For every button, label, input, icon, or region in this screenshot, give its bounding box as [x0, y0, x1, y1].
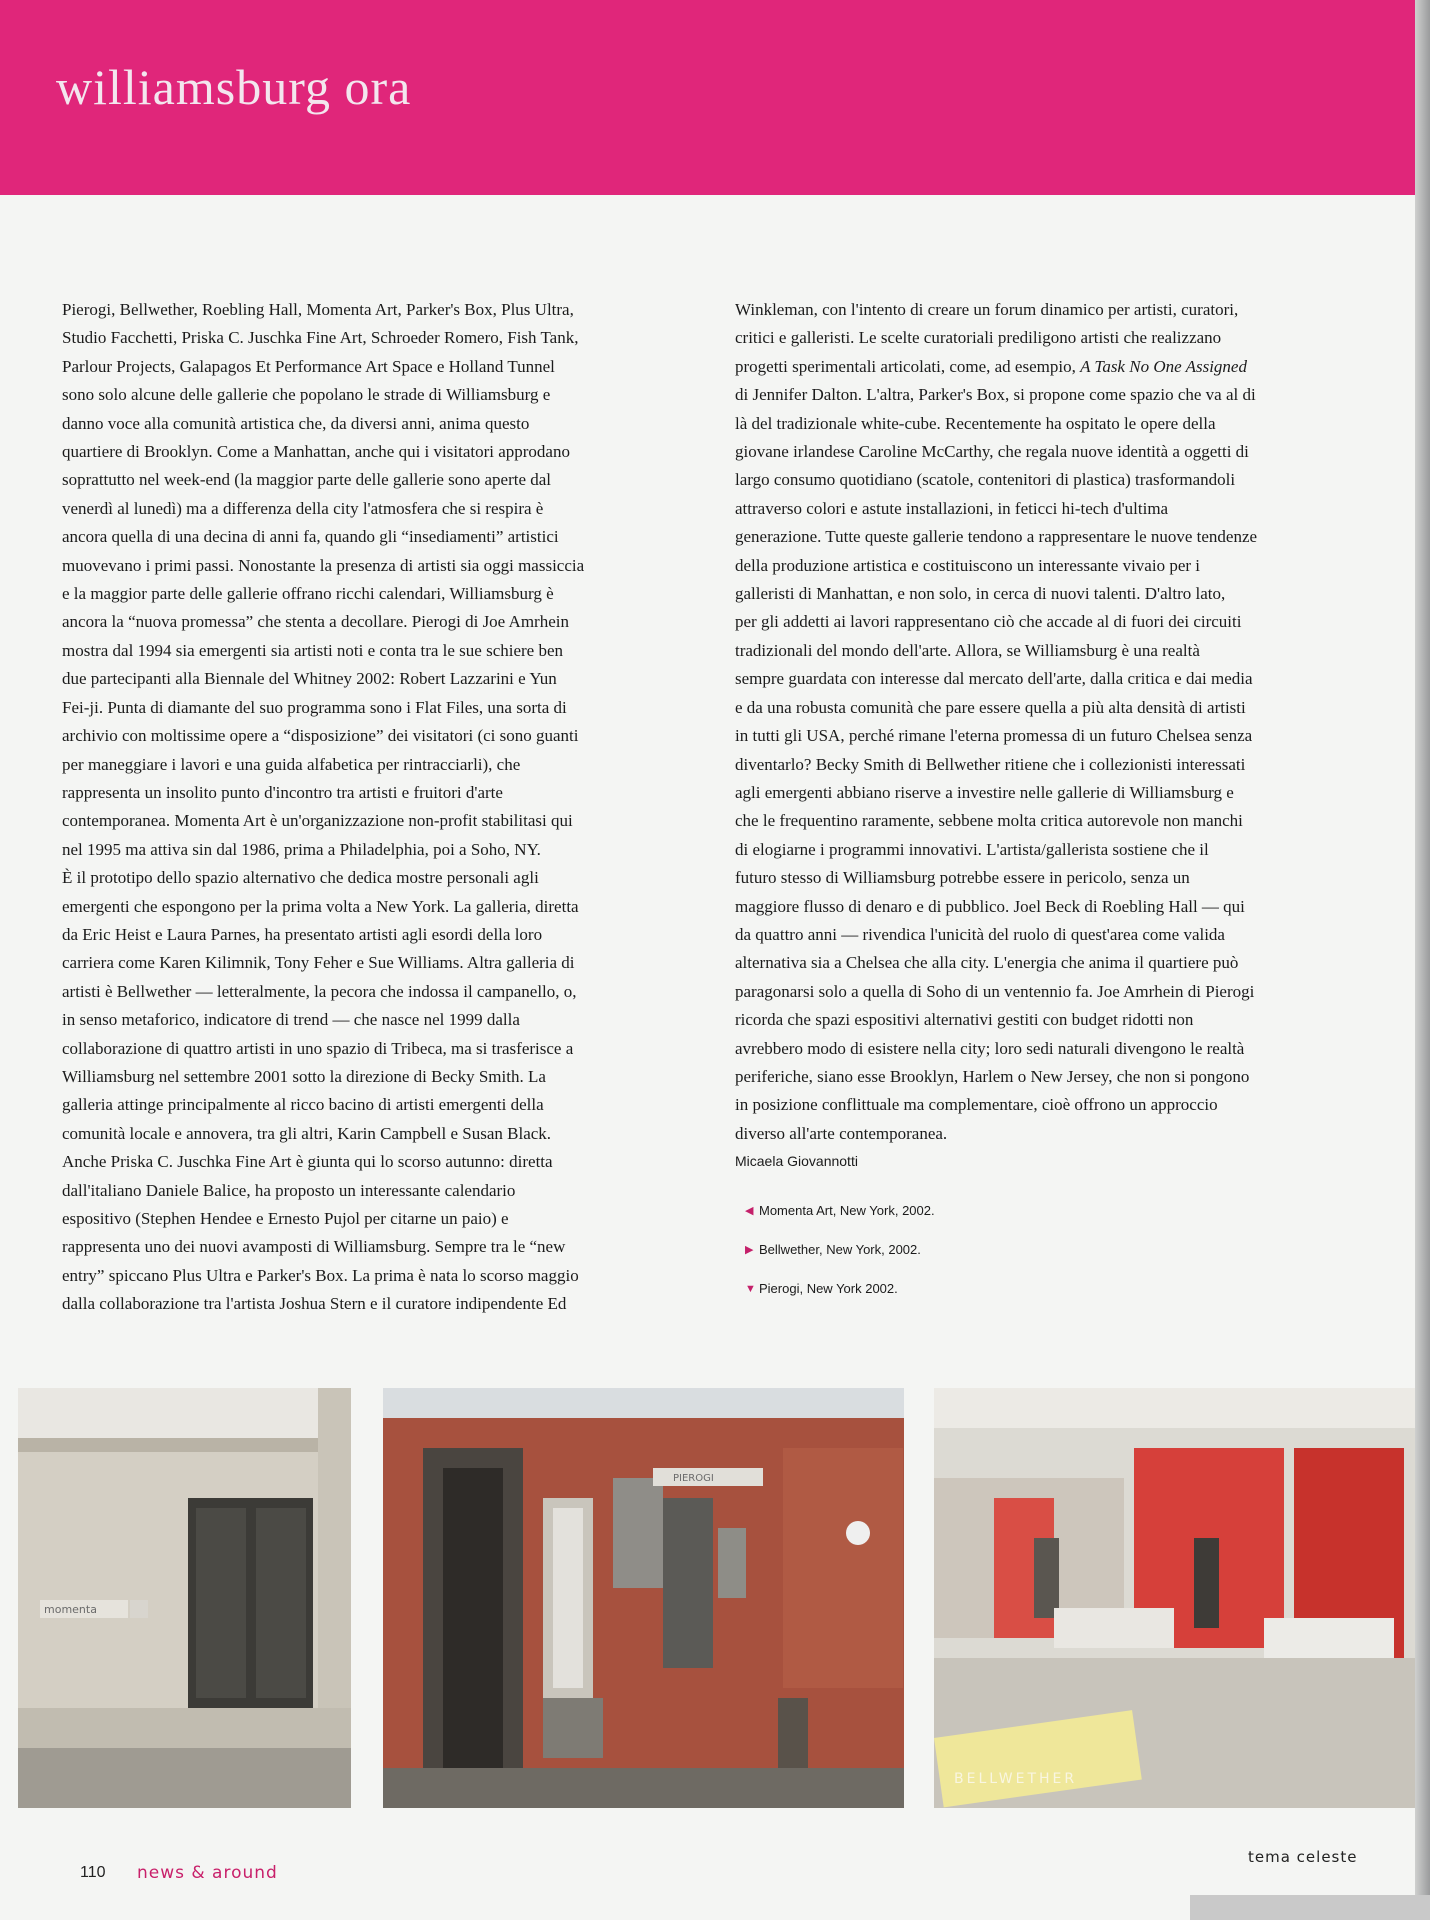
momenta-sign: momenta — [44, 1603, 97, 1616]
article-line: venerdì al lunedì) ma a differenza della city l'atmosfera che si respira è — [62, 498, 544, 518]
article-line: Parlour Projects, Galapagos Et Performance Art Space e Holland Tunnel — [62, 356, 555, 376]
article-right-text — [735, 296, 1355, 381]
photo-pierogi-street — [383, 1388, 904, 1808]
article-line: critici e galleristi. Le scelte curatoriali prediligono artisti che realizzano — [735, 328, 1222, 348]
article-line: agli emergenti abbiano riserve a investire nelle gallerie di Williamsburg e — [735, 782, 1234, 802]
article-line: danno voce alla comunità artistica che, da diversi anni, anima questo — [62, 413, 530, 433]
article-line: galleria attinge principalmente al ricco bacino di artisti emergenti della — [62, 1095, 544, 1115]
caption-text: Bellwether, New York, 2002. — [759, 1242, 921, 1257]
caption-bellwether — [745, 1242, 935, 1281]
article-line: che le frequentino raramente, sebbene molta critica autorevole non manchi — [735, 811, 1243, 831]
scan-background-strip — [1190, 1895, 1430, 1920]
bellwether-sign: BELLWETHER — [954, 1771, 1078, 1787]
article-line: in posizione conflittuale ma complementare, cioè offrono un approccio — [735, 1095, 1218, 1115]
arrow-right-icon: ▶ — [745, 1244, 754, 1256]
article-line: ancora quella di una decina di anni fa, quando gli “insediamenti” artistici — [62, 527, 559, 547]
article-line: futuro stesso di Williamsburg potrebbe essere in pericolo, senza un — [735, 868, 1190, 888]
article-line: espositivo (Stephen Hendee e Ernesto Pujol per citarne un paio) e — [62, 1209, 509, 1228]
article-right-text-continued — [735, 381, 1355, 1148]
artwork-title: A Task No One Assigned — [1080, 356, 1247, 376]
article-line: per maneggiare i lavori e una guida alfabetica per rintracciarli), che — [62, 754, 521, 774]
article-line: ancora la “nuova promessa” che stenta a decollare. Pierogi di Joe Amrhein — [62, 612, 569, 632]
header-band — [0, 0, 1415, 195]
article-line: dalla collaborazione tra l'artista Joshua Stern e il curatore indipendente Ed — [62, 1294, 567, 1314]
article-line: diverso all'arte contemporanea. — [735, 1123, 948, 1143]
article-column-right — [735, 296, 1355, 1172]
caption-pierogi — [745, 1281, 935, 1320]
article-line: quartiere di Brooklyn. Come a Manhattan, anche qui i visitatori approdano — [62, 442, 570, 462]
arrow-down-icon: ▼ — [745, 1283, 756, 1295]
section-name: news & around — [137, 1863, 278, 1883]
article-line: progetti sperimentali articolati, come, ad esempio, — [735, 356, 1076, 376]
article-line: carriera come Karen Kilimnik, Tony Feher e Sue Williams. Altra galleria di — [62, 953, 575, 973]
article-line: entry” spiccano Plus Ultra e Parker's Box. La prima è nata lo scorso maggio — [62, 1265, 579, 1285]
article-line: Anche Priska C. Juschka Fine Art è giunta qui lo scorso autunno: diretta — [62, 1152, 553, 1172]
article-line: ricorda che spazi espositivi alternativi gestiti con budget ridotti non — [735, 1010, 1194, 1030]
article-line: soprattutto nel week-end (la maggior parte delle gallerie sono aperte dal — [62, 470, 552, 490]
photo-momenta-art — [18, 1388, 351, 1808]
article-line: e la maggior parte delle gallerie offrano ricchi calendari, Williamsburg è — [62, 584, 554, 604]
caption-text: Momenta Art, New York, 2002. — [759, 1203, 935, 1218]
article-line: giovane irlandese Caroline McCarthy, che regala nuove identità a oggetti di — [735, 442, 1249, 462]
article-line: emergenti che espongono per la prima volta a New York. La galleria, diretta — [62, 896, 579, 916]
article-line: Studio Facchetti, Priska C. Juschka Fine Art, Schroeder Romero, Fish Tank, — [62, 328, 579, 348]
article-line: rappresenta un insolito punto d'incontro tra artisti e fruitori d'arte — [62, 782, 503, 802]
article-line: collaborazione di quattro artisti in uno spazio di Tribeca, ma si trasferisce a — [62, 1038, 574, 1058]
article-line: alternativa sia a Chelsea che alla city. L'energia che anima il quartiere può — [735, 953, 1239, 973]
article-line: generazione. Tutte queste gallerie tendono a rappresentare le nuove tendenze — [735, 527, 1258, 547]
article-line: Fei-ji. Punta di diamante del suo programma sono i Flat Files, una sorta di — [62, 697, 567, 717]
article-line: da quattro anni — rivendica l'unicità del ruolo di quest'area come valida — [735, 924, 1225, 944]
article-line: Winkleman, con l'intento di creare un forum dinamico per artisti, curatori, — [735, 300, 1239, 319]
article-line: È il prototipo dello spazio alternativo che dedica mostre personali agli — [62, 868, 539, 888]
article-line: sempre guardata con interesse dal mercato dell'arte, dalla critica e dai media — [735, 669, 1253, 689]
article-line: per gli addetti ai lavori rappresentano ciò che accade al di fuori dei circuiti — [735, 612, 1242, 632]
page-title: williamsburg ora — [56, 59, 412, 115]
article-line: due partecipanti alla Biennale del Whitney 2002: Robert Lazzarini e Yun — [62, 669, 557, 689]
article-line: maggiore flusso di denaro e di pubblico. Joel Beck di Roebling Hall — qui — [735, 896, 1245, 916]
article-line: comunità locale e annovera, tra gli altri, Karin Campbell e Susan Black. — [62, 1123, 552, 1143]
photo-bellwether-gallery — [934, 1388, 1415, 1808]
article-line: dall'italiano Daniele Balice, ha proposto un interessante calendario — [62, 1180, 516, 1200]
article-line: là del tradizionale white-cube. Recentemente ha ospitato le opere della — [735, 413, 1216, 433]
article-line: galleristi di Manhattan, e non solo, in cerca di nuovi talenti. D'altro lato, — [735, 584, 1226, 604]
article-line: Pierogi, Bellwether, Roebling Hall, Momenta Art, Parker's Box, Plus Ultra, — [62, 300, 574, 319]
article-line: largo consumo quotidiano (scatole, contenitori di plastica) trasformandoli — [735, 470, 1236, 490]
article-line: muovevano i primi passi. Nonostante la presenza di artisti sia oggi massiccia — [62, 555, 585, 575]
article-line: archivio con moltissime opere a “disposizione” dei visitatori (ci sono guanti — [62, 726, 579, 746]
article-line: attraverso colori e astute installazioni, in feticci hi-tech d'ultima — [735, 498, 1169, 518]
article-line: da Eric Heist e Laura Parnes, ha presentato artisti agli esordi della loro — [62, 924, 543, 944]
article-column-left — [62, 296, 682, 1319]
article-line: sono solo alcune delle gallerie che popolano le strade di Williamsburg e — [62, 385, 551, 405]
article-line: mostra dal 1994 sia emergenti sia artisti noti e conta tra le sue schiere ben — [62, 640, 564, 660]
article-line: contemporanea. Momenta Art è un'organizzazione non-profit stabilitasi qui — [62, 811, 573, 831]
page-edge-shadow — [1415, 0, 1430, 1920]
article-line: artisti è Bellwether — letteralmente, la pecora che indossa il campanello, o, — [62, 981, 577, 1001]
article-line: di Jennifer Dalton. L'altra, Parker's Box, si propone come spazio che va al di — [735, 385, 1256, 405]
pierogi-sign: PIEROGI — [673, 1473, 714, 1484]
article-line: della produzione artistica e costituiscono un interessante vivaio per i — [735, 555, 1200, 575]
article-line: rappresenta uno dei nuovi avamposti di Williamsburg. Sempre tra le “new — [62, 1237, 566, 1257]
article-line: Williamsburg nel settembre 2001 sotto la direzione di Becky Smith. La — [62, 1066, 546, 1086]
article-line: di elogiarne i programmi innovativi. L'artista/gallerista sostiene che il — [735, 839, 1209, 859]
page-number: 110 — [80, 1864, 106, 1881]
article-line: diventarlo? Becky Smith di Bellwether ritiene che i collezionisti interessati — [735, 754, 1246, 774]
magazine-name: tema celeste — [1248, 1848, 1358, 1866]
article-line: paragonarsi solo a quella di Soho di un ventennio fa. Joe Amrhein di Pierogi — [735, 981, 1255, 1001]
article-line: nel 1995 ma attiva sin dal 1986, prima a Philadelphia, poi a Soho, NY. — [62, 839, 541, 859]
article-line: e da una robusta comunità che pare essere quella a più alta densità di artisti — [735, 697, 1246, 717]
article-author: Micaela Giovannotti — [735, 1153, 858, 1170]
article-line: avrebbero modo di esistere nella city; loro sedi naturali divengono le realtà — [735, 1038, 1245, 1058]
article-line: in senso metaforico, indicatore di trend — che nasce nel 1999 dalla — [62, 1010, 520, 1030]
arrow-left-icon: ◀ — [745, 1205, 754, 1217]
article-line: periferiche, siano esse Brooklyn, Harlem o New Jersey, che non si pongono — [735, 1066, 1250, 1086]
article-line: in tutti gli USA, perché rimane l'eterna promessa di un futuro Chelsea senza — [735, 726, 1253, 746]
article-line: tradizionali del mondo dell'arte. Allora, se Williamsburg è una realtà — [735, 640, 1200, 660]
caption-text: Pierogi, New York 2002. — [759, 1281, 898, 1296]
photo-captions — [745, 1203, 935, 1320]
caption-momenta — [745, 1203, 935, 1242]
